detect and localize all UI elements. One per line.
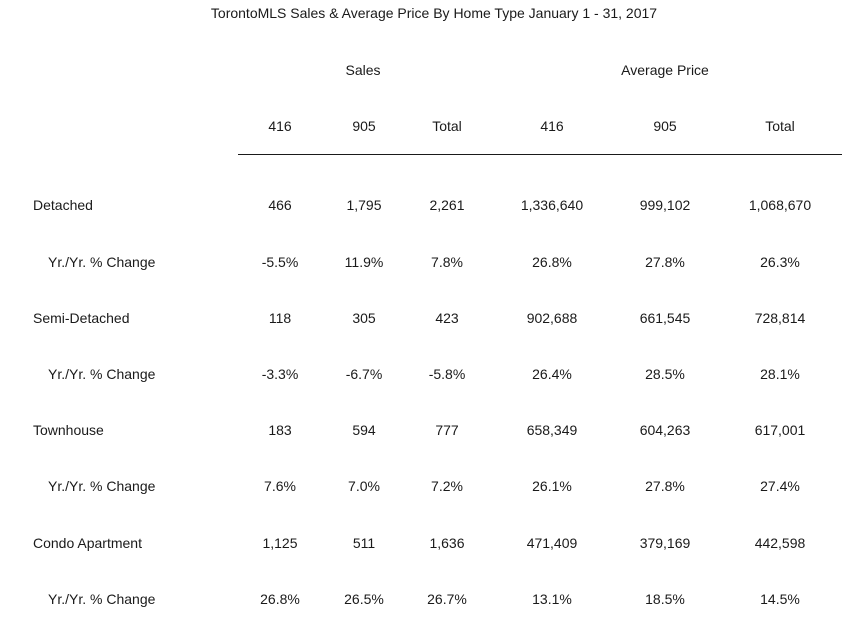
table-cell: -3.3% — [261, 366, 299, 382]
row-label: Semi-Detached — [33, 310, 130, 326]
table-cell: 11.9% — [344, 254, 384, 270]
column-header-sales-416: 416 — [268, 118, 292, 134]
table-cell: -5.5% — [261, 254, 299, 270]
table-cell: -5.8% — [428, 366, 466, 382]
column-header-sales-total: Total — [432, 118, 462, 134]
table-cell: 2,261 — [429, 197, 465, 213]
header-divider — [238, 154, 842, 155]
row-label-change: Yr./Yr. % Change — [48, 478, 156, 494]
row-label: Townhouse — [33, 422, 104, 438]
table-cell: 379,169 — [639, 535, 691, 551]
table-cell: 7.8% — [431, 254, 463, 270]
table-cell: 1,795 — [346, 197, 382, 213]
table-cell: 1,068,670 — [748, 197, 812, 213]
table-cell: 1,636 — [429, 535, 465, 551]
group-header-sales: Sales — [345, 62, 381, 78]
table-cell: 442,598 — [754, 535, 806, 551]
table-cell: 617,001 — [754, 422, 806, 438]
table-cell: -6.7% — [345, 366, 383, 382]
row-label-change: Yr./Yr. % Change — [48, 254, 156, 270]
table-cell: 26.5% — [344, 591, 384, 607]
table-title: TorontoMLS Sales & Average Price By Home Type January 1 - 31, 2017 — [210, 5, 658, 21]
table-cell: 7.2% — [431, 478, 463, 494]
column-header-price-905: 905 — [653, 118, 677, 134]
table-cell: 305 — [352, 310, 376, 326]
table-cell: 26.8% — [532, 254, 572, 270]
table-cell: 728,814 — [754, 310, 806, 326]
table-cell: 7.0% — [348, 478, 380, 494]
table-cell: 604,263 — [639, 422, 691, 438]
table-cell: 28.5% — [645, 366, 685, 382]
row-label-change: Yr./Yr. % Change — [48, 366, 156, 382]
table-cell: 7.6% — [264, 478, 296, 494]
table-cell: 902,688 — [526, 310, 578, 326]
table-cell: 1,125 — [262, 535, 298, 551]
table-cell: 28.1% — [760, 366, 800, 382]
table-cell: 26.1% — [532, 478, 572, 494]
table-cell: 471,409 — [526, 535, 578, 551]
table-cell: 18.5% — [645, 591, 685, 607]
table-cell: 26.4% — [532, 366, 572, 382]
table-cell: 27.8% — [645, 254, 685, 270]
table-cell: 423 — [435, 310, 459, 326]
table-cell: 26.7% — [427, 591, 467, 607]
table-cell: 466 — [268, 197, 292, 213]
row-label: Detached — [33, 197, 93, 213]
table-cell: 26.8% — [260, 591, 300, 607]
table-cell: 26.3% — [760, 254, 800, 270]
table-cell: 118 — [268, 310, 292, 326]
row-label-change: Yr./Yr. % Change — [48, 591, 156, 607]
table-cell: 777 — [435, 422, 459, 438]
table-cell: 14.5% — [760, 591, 800, 607]
table-cell: 13.1% — [532, 591, 572, 607]
table-cell: 661,545 — [639, 310, 691, 326]
table-cell: 511 — [352, 535, 376, 551]
table-cell: 183 — [268, 422, 292, 438]
table-cell: 594 — [352, 422, 376, 438]
table-cell: 999,102 — [639, 197, 691, 213]
table-cell: 27.8% — [645, 478, 685, 494]
table-cell: 658,349 — [526, 422, 578, 438]
column-header-price-total: Total — [765, 118, 795, 134]
column-header-sales-905: 905 — [352, 118, 376, 134]
row-label: Condo Apartment — [33, 535, 142, 551]
table-cell: 1,336,640 — [520, 197, 584, 213]
table-cell: 27.4% — [760, 478, 800, 494]
group-header-average-price: Average Price — [621, 62, 709, 78]
column-header-price-416: 416 — [540, 118, 564, 134]
